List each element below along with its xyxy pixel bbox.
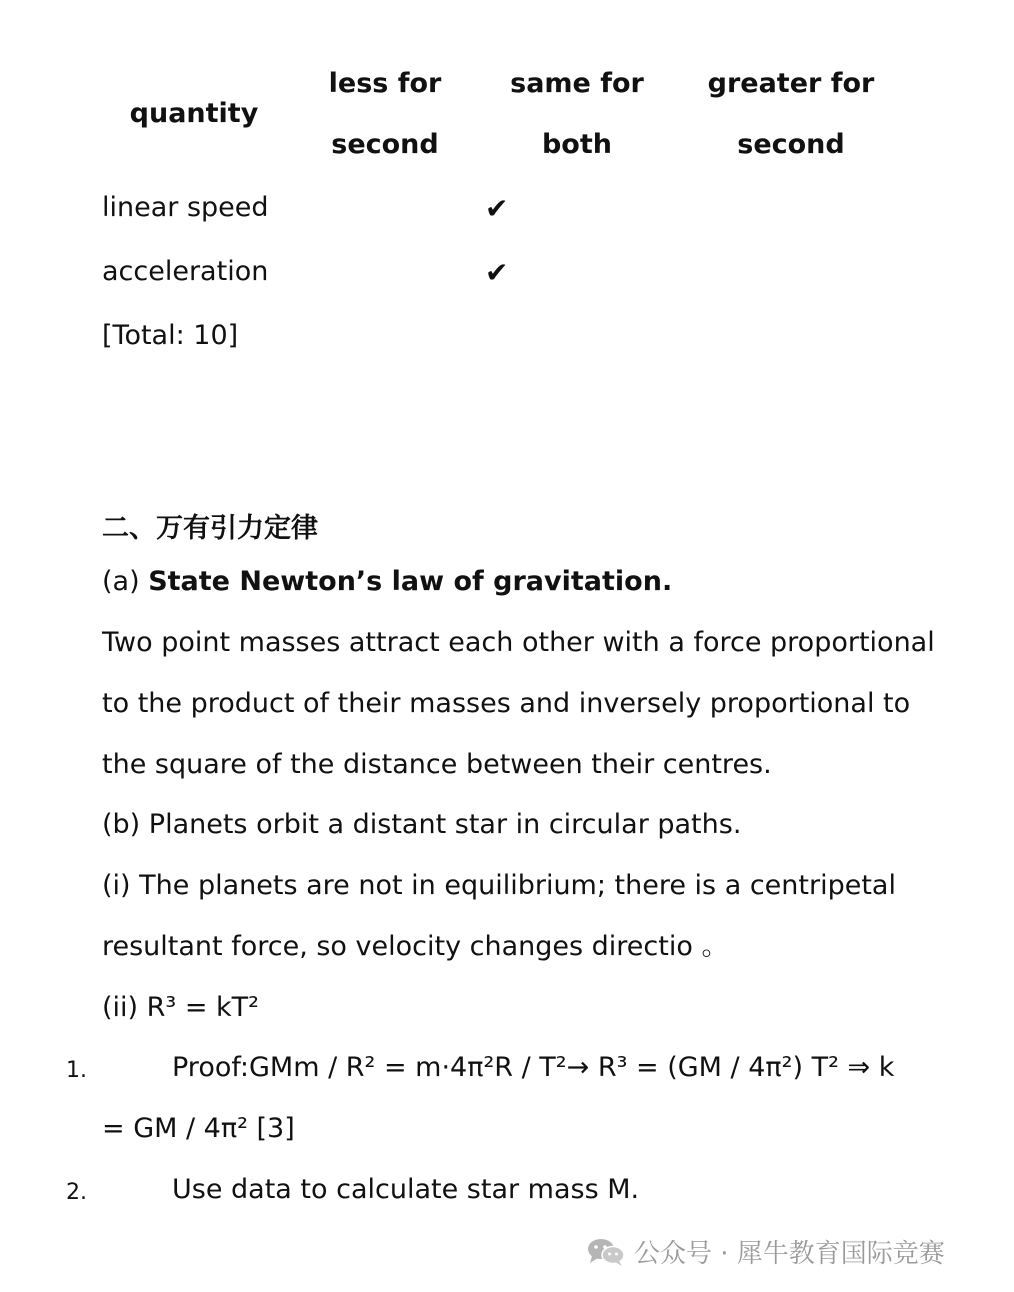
check-mark-acceleration: ✔: [485, 256, 509, 289]
question-a-text: State Newton’s law of gravitation.: [148, 566, 673, 597]
header-less-line1: less for: [328, 68, 442, 99]
check-mark-linear-speed: ✔: [485, 192, 509, 225]
header-less-line2: second: [331, 129, 439, 160]
answer-i-line1: (i) The planets are not in equilibrium; there is a centripetal: [102, 870, 896, 901]
header-greater-line2: second: [737, 129, 845, 160]
row-label-acceleration: acceleration: [102, 256, 269, 287]
header-same-line2: both: [541, 129, 612, 160]
watermark: [586, 1233, 945, 1270]
answer-ii-line: (ii) R³ = kT²: [102, 992, 259, 1023]
answer-a-line3: the square of the distance between their centres.: [102, 749, 772, 780]
question-a-prefix: (a): [102, 566, 149, 597]
answer-i-line2: resultant force, so velocity changes directio 。: [102, 931, 729, 962]
proof-line: Proof:GMm / R² = m·4π²R / T²→ R³ = (GM / 4π²) T² ⇒ k: [172, 1052, 895, 1083]
answer-a-line2: to the product of their masses and inversely proportional to: [102, 688, 911, 719]
wechat-icon: [586, 1237, 626, 1267]
header-same-line1: same for: [510, 68, 644, 99]
total-marks: [Total: 10]: [102, 320, 239, 351]
header-greater-line1: greater for: [707, 68, 875, 99]
row-label-linear-speed: linear speed: [102, 192, 269, 223]
section-heading: 二、万有引力定律: [102, 513, 318, 544]
list-number-1: 1.: [66, 1058, 87, 1083]
proof-continuation: = GM / 4π² [3]: [102, 1113, 295, 1144]
watermark-text: 公众号 · 犀牛教育国际竞赛: [634, 1239, 945, 1269]
list-number-2: 2.: [66, 1180, 87, 1205]
question-a: [102, 565, 672, 599]
answer-a-line1: Two point masses attract each other with a force proportional: [102, 627, 935, 658]
calculate-mass-line: Use data to calculate star mass M.: [172, 1174, 640, 1205]
question-b: (b) Planets orbit a distant star in circular paths.: [102, 809, 742, 840]
header-quantity: quantity: [129, 98, 259, 129]
